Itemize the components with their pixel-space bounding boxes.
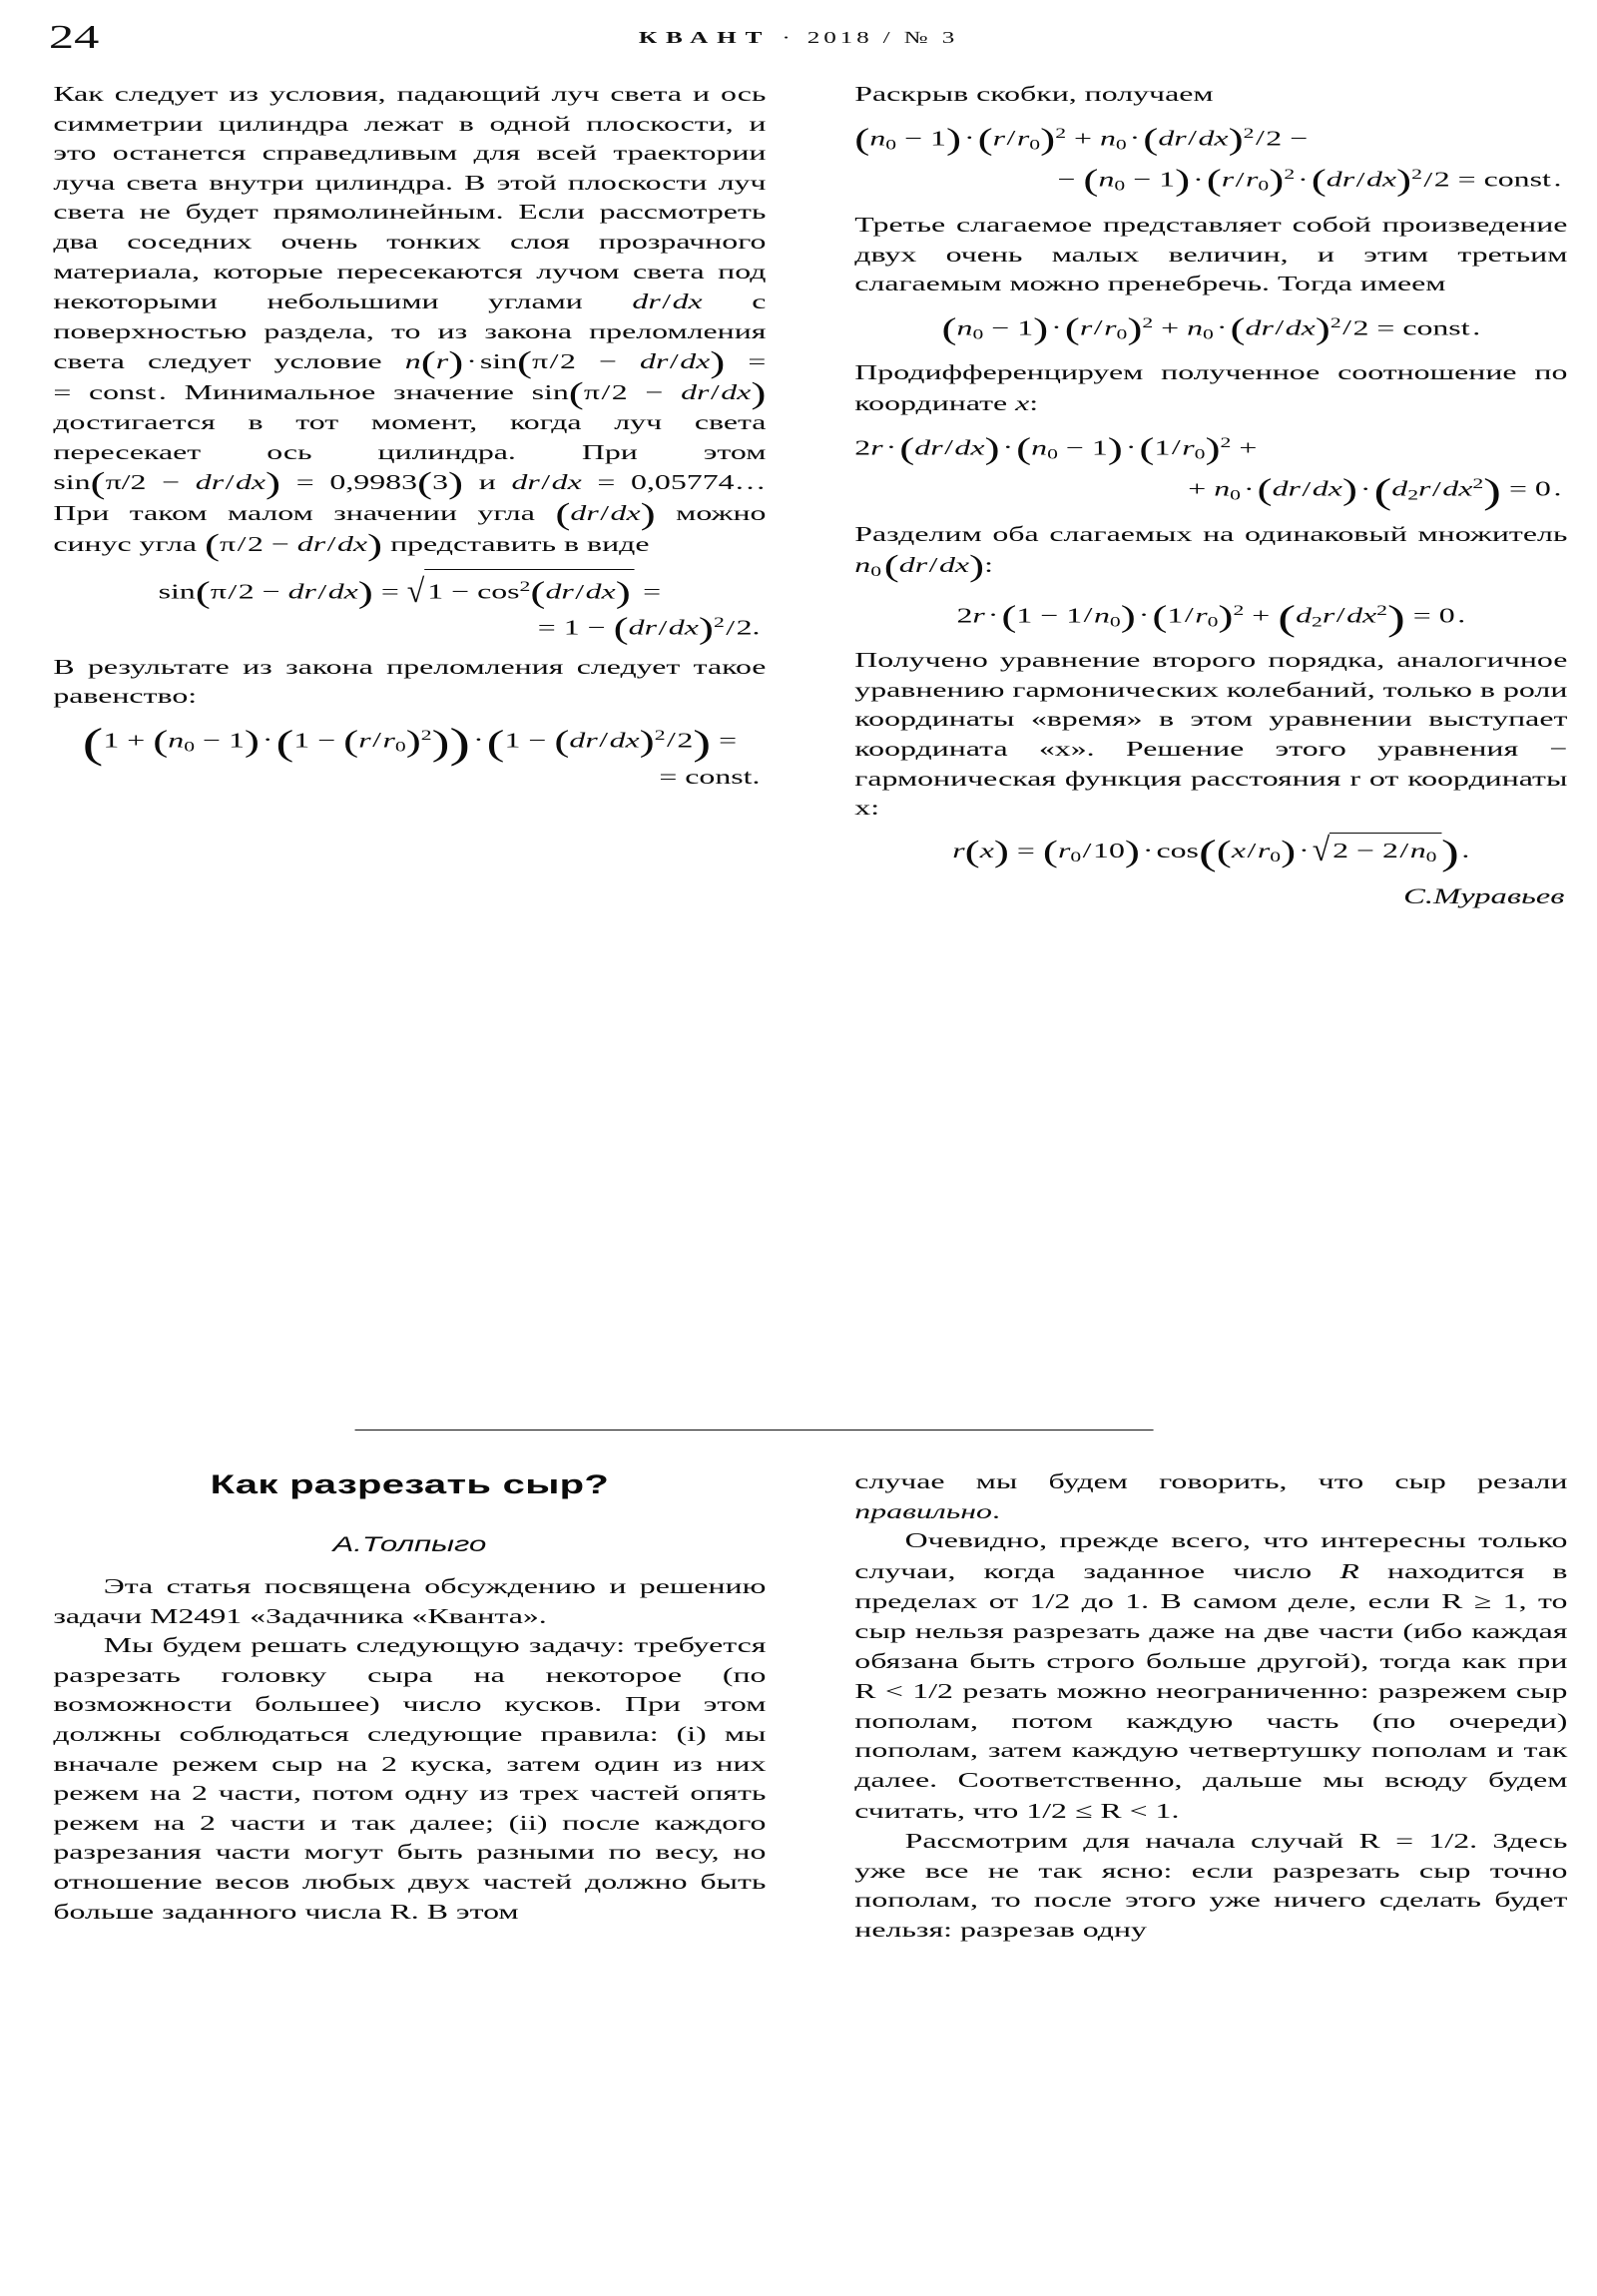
paragraph-text: Мы будем решать следующую задачу: требуется разрезать головку сыра на некоторое (по возможности большее) число кусков. При этом должны соблюдаться следующие правила: (i) мы вначале режем сыр на 2 куска, затем один из них режем на 2 части, потом одну из трех частей опять режем на 2 части и так далее; (ii) после каждого разрезания части могут быть разными по весу, но отношение весов любых двух частей должно быть больше заданного числа R. В этом — [53, 1633, 767, 1924]
paragraph-text: . — [991, 1498, 1000, 1523]
equation-line: $2r \cdot(1 - 1/n0) \cdot(1/r0)^2 + (d2r/dx^2) = 0$ . — [956, 597, 1466, 638]
article-author: А.Толпыго — [332, 1533, 487, 1556]
paragraph — [854, 1826, 1567, 1945]
paragraph: Третье слагаемое представляет собой произведение двух очень малых величин, и этим третьим слагаемым можно пренебречь. Тогда имеем — [854, 212, 1568, 296]
magazine-masthead — [0, 26, 1597, 50]
paragraph-text: При таком малом значении угла — [53, 501, 535, 526]
article-title: Как разрезать сыр? — [210, 1469, 610, 1499]
article-2-right-column — [854, 1467, 1567, 1946]
equation-line: = $1 - (dr/dx)^2/2$. — [537, 611, 761, 646]
issue-number: 2018 / № 3 — [806, 28, 959, 47]
paragraph-text: Как следует из условия, падающий луч света и ось симметрии цилиндра лежат в одной плоскости, и это останется справедливым для всей траектории луча света внутри цилиндра. В этой плоскости луч света не будет прямолинейным. Если рассмотреть два соседних очень тонких слоя прозрачного материала, которые пересекаются лучом света под некоторыми небольшими углами — [53, 82, 767, 314]
paragraph-text: . Здесь уже все не так ясно: если разрезать сыр точно пополам, то после этого уже ничего сделать будет нельзя: разрезав одну — [854, 1829, 1568, 1942]
running-head — [0, 18, 1597, 70]
equation-line: − $(n0 - 1) \cdot(r/r0)^2 \cdot(dr/dx)^2/2$ = const . — [1057, 163, 1562, 198]
equation-line: r(x) = (r0/10) · cos((x/r0) · √ 2 − 2/n0 ) . — [952, 831, 1470, 873]
article-1-right-column — [854, 80, 1567, 911]
paragraph-text: случае мы будем говорить, что сыр резали — [854, 1469, 1568, 1493]
equation-line: $2r \cdot(dr/dx) \cdot(n0 - 1) \cdot(1/r0)^2$ + — [854, 431, 1258, 466]
paragraph — [854, 358, 1567, 418]
article-2-left-column — [53, 1572, 766, 1927]
paragraph-text: : — [984, 552, 993, 577]
paragraph: Разделим оба слагаемых на одинаковый множитель n0 (dr/dx): — [854, 521, 1568, 583]
equation-line: $(n0 - 1) \cdot(r/r0)^2 + n0 \cdot(dr/dx)^2/2$ − — [854, 122, 1309, 157]
equation-line: sin(π/2 − dr/dx) = √ $1 - \cos^2(dr/dx)$ = — [53, 569, 766, 608]
inline-variable: R — [1339, 1558, 1359, 1583]
paragraph-text: Минимальное значение — [184, 380, 514, 405]
paragraph-text: достигается в тот момент, когда луч света пересекает ось цилиндра. При этом — [53, 410, 767, 464]
paragraph-text: Продифференцируем полученное соотношение по координате — [854, 360, 1568, 415]
paragraph-text: : — [1029, 390, 1039, 415]
paragraph: Раскрыв скобки, получаем — [854, 82, 1214, 106]
magazine-name: КВАНТ — [638, 28, 772, 47]
equation-sqrt — [53, 569, 766, 646]
equation-line: $(1 + (n0 - 1) \cdot(1 - (r/r0)^2)) \cdot(1 - (dr/dx)^2/2)$ = — [82, 721, 738, 768]
inline-variable: x — [1015, 390, 1030, 415]
inline-formula: R < 1/2 — [854, 1679, 953, 1704]
page-number: 24 — [48, 19, 100, 56]
paragraph-text: Рассмотрим для начала случай — [904, 1829, 1344, 1854]
paragraph-text: находится в пределах от 1/2 до 1. В самом деле, если — [854, 1558, 1568, 1614]
article-signature: С.Муравьев — [1403, 882, 1565, 908]
paragraph-text: , то сыр нельзя разрезать даже на две части (ибо каждая обязана быть строго больше другой), тогда как при — [854, 1589, 1568, 1673]
paragraph — [854, 1467, 1567, 1526]
paragraph: В результате из закона преломления следует такое равенство: — [53, 654, 767, 709]
paragraph-text: и — [478, 470, 496, 495]
equation-divided — [854, 596, 1567, 638]
equation-line: + $n0 \cdot(dr/dx) \cdot(d2r/dx^2) = 0$ . — [1188, 471, 1562, 512]
equation-line: $(n0 - 1) \cdot(r/r0)^2 + n0 \cdot(dr/dx)^2/2$ = const . — [941, 311, 1481, 346]
paragraph: Как следует из условия, падающий луч света и ось симметрии цилиндра лежат в одной плоскости, и это останется справедливым для всей траектории луча света внутри цилиндра. В этой плоскости луч света не будет прямолинейным. Если рассмотреть два соседних очень тонких слоя прозрачного материала, которые пересекаются лучом света под некоторыми небольшими углами dr/dx с поверхностью раздела, то из закона преломления света следует условие n(r) · sin(π/2 − dr/dx) = = const . Минимальное значение sin(π/2 − dr/dx) достигается в тот момент, когда луч света пересекает ось цилиндра. При этом sin(π/2 − dr/dx) = 0,9983(3) и dr/dx = 0,05774… При таком малом значении угла (dr/dx) можно синус угла (π/2 − dr/dx) представить в виде — [53, 82, 767, 563]
article-1-left-column — [53, 80, 766, 801]
inline-formula: R = 1/2 — [1358, 1829, 1470, 1854]
emphasis-text: правильно — [854, 1498, 992, 1523]
equation-differentiated — [854, 428, 1567, 511]
section-separator-rule — [355, 1430, 1154, 1431]
inline-formula: R ≥ 1 — [1441, 1589, 1519, 1614]
paragraph-text: Очевидно, прежде всего, что интересны только случаи, когда заданное число — [854, 1528, 1568, 1583]
equation-expanded — [854, 119, 1567, 202]
paragraph-text: . — [1171, 1798, 1180, 1823]
paragraph: Эта статья посвящена обсуждению и решению задачи М2491 «Задачника «Кванта». — [53, 1574, 767, 1628]
paragraph-text: с поверхностью раздела, то из закона преломления света следует условие — [53, 289, 767, 374]
paragraph — [854, 1526, 1567, 1826]
equation-refraction — [53, 721, 766, 793]
equation-solution — [854, 833, 1567, 872]
paragraph-text: резать можно неограниченно: разрежем сыр пополам, потом каждую часть (по очереди) пополам, затем каждую четвертушку пополам и так далее. Соответственно, дальше мы всюду будем считать, что — [854, 1679, 1568, 1823]
inline-formula: 1/2 ≤ R < 1 — [1026, 1798, 1172, 1823]
equation-simplified — [854, 308, 1567, 350]
paragraph: Получено уравнение второго порядка, аналогичное уравнению гармонических колебаний, только в роли координаты «время» в этом уравнении выступает координата «x». Решение этого уравнения − гармоническая функция расстояния r от координаты x: — [854, 648, 1568, 821]
paragraph-text: Разделим оба слагаемых на одинаковый множитель — [854, 521, 1568, 546]
article-2-header — [53, 1467, 766, 1559]
paragraph-text: представить в виде — [390, 532, 650, 557]
paragraph-text: можно синус угла — [53, 501, 767, 557]
equation-line: = const. — [659, 765, 761, 790]
paragraph — [53, 1631, 766, 1927]
masthead-dot: · — [782, 28, 797, 47]
